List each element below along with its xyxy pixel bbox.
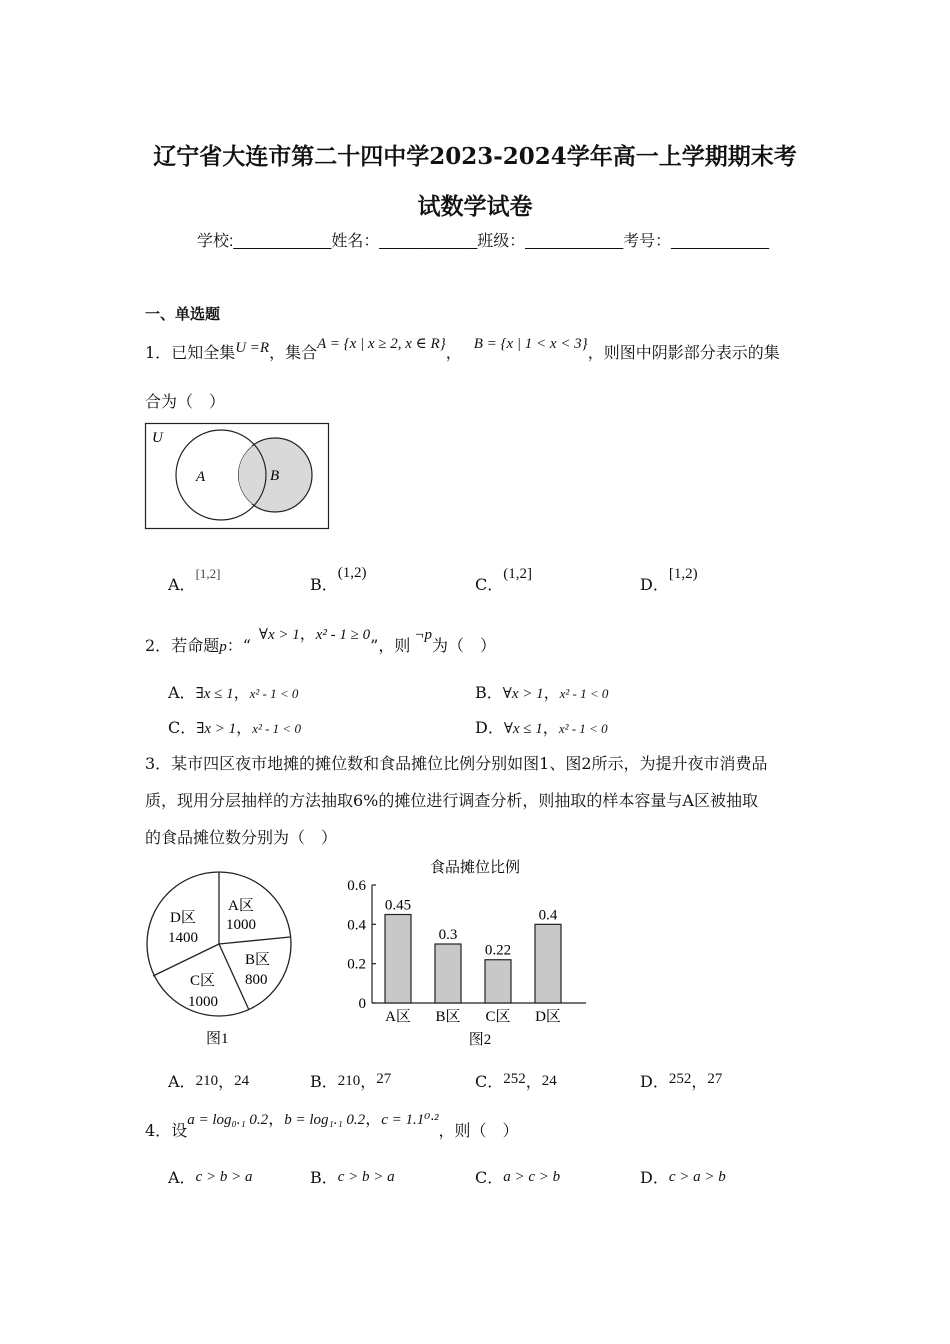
q2-option-d[interactable]	[475, 715, 608, 738]
bar-value-label: 0.45	[384, 897, 412, 914]
option-value-b: 24	[234, 1073, 250, 1089]
q4-b-def: b = log₁.₁ 0.2	[284, 1112, 366, 1128]
q4-c-def: c = 1.1⁰·²	[381, 1112, 439, 1128]
bar	[385, 915, 411, 1004]
option-label: D．	[475, 718, 504, 737]
q4-sep-2: ，	[365, 1109, 382, 1128]
q4-option-b[interactable]	[310, 1165, 395, 1188]
q1-text-2: ，集合	[269, 343, 318, 362]
option-label: B．	[310, 1072, 338, 1091]
option-label: A．	[168, 683, 196, 702]
bar-value-label: 0.4	[538, 907, 558, 924]
bar-value-label: 0.22	[484, 942, 512, 959]
y-tick-label: 0.2	[347, 956, 366, 973]
y-tick-label: 0	[358, 996, 366, 1012]
option-sep: ，	[360, 1072, 377, 1091]
q4-option-a[interactable]	[168, 1165, 252, 1188]
q4-a-def: a = log₀.₁ 0.2	[187, 1112, 269, 1128]
q2-option-a[interactable]	[168, 680, 298, 703]
q4-text-1: 设	[171, 1121, 188, 1140]
q1-set-a: A = {x | x ≥ 2, x ∈ R}	[317, 336, 446, 352]
option-sep: ，	[542, 718, 559, 737]
q2-number: 2．	[145, 636, 172, 655]
q1-set-b: B = {x | 1 < x < 3}	[473, 336, 588, 352]
q2-condition-1: ∀x > 1	[258, 627, 300, 643]
q2-text-2: ：“	[226, 636, 251, 655]
option-label: A．	[168, 575, 196, 594]
pie-label-d-value: 1400	[168, 930, 198, 946]
x-category-label: C区	[485, 1009, 511, 1025]
q2-option-c[interactable]	[168, 715, 301, 738]
q2-text-4: 为（ ）	[431, 636, 496, 655]
option-label: C．	[475, 575, 504, 594]
page-title-line2: 试数学试卷	[417, 193, 533, 220]
option-value-b: x² - 1 < 0	[249, 686, 299, 701]
q1-option-d[interactable]	[640, 566, 698, 595]
option-sep: ，	[233, 683, 250, 702]
student-info-line: 学校:___________姓名：___________班级：___________考号：___________	[197, 233, 769, 250]
pie-label-c-name: C区	[190, 973, 216, 989]
option-label: C．	[475, 1072, 504, 1091]
q2-option-b[interactable]	[475, 680, 608, 703]
q2-not-p: ¬p	[414, 627, 432, 643]
q3-option-d[interactable]	[640, 1069, 722, 1092]
bar	[435, 944, 461, 1003]
q3-option-a[interactable]	[168, 1069, 249, 1092]
option-value-a: ∀x > 1	[502, 686, 544, 702]
pie-label-c-value: 1000	[188, 994, 218, 1010]
option-value-b: 27	[707, 1071, 723, 1087]
q1-text-1: 已知全集	[171, 343, 236, 362]
q2-sep: ，	[299, 624, 316, 643]
option-value: a > c > b	[503, 1169, 561, 1185]
q1-option-a[interactable]	[168, 566, 221, 595]
q4-option-d[interactable]	[640, 1165, 726, 1188]
pie-label-b-name: B区	[245, 952, 271, 968]
q1-text-4: ，则图中阴影部分表示的集	[587, 343, 780, 362]
option-value-a: 252	[668, 1071, 692, 1087]
pie-label-a-name: A区	[228, 898, 254, 914]
option-value: c > a > b	[668, 1169, 726, 1185]
q4-stem	[145, 1109, 519, 1141]
y-tick-label: 0.4	[347, 917, 366, 934]
option-sep: ，	[543, 683, 560, 702]
venn-label-a: A	[196, 469, 206, 485]
option-value-b: x² - 1 < 0	[558, 721, 608, 736]
option-value-a: 210	[195, 1073, 219, 1089]
section-heading: 一、单选题	[145, 305, 221, 323]
page-title-line1: 辽宁省大连市第二十四中学2023-2024学年高一上学期期末考	[153, 143, 797, 170]
pie-caption: 图1	[206, 1031, 229, 1047]
option-label: D．	[640, 1072, 669, 1091]
option-value-a: 252	[503, 1071, 526, 1087]
option-value: [1,2]	[195, 566, 221, 581]
option-value-b: 24	[541, 1073, 557, 1089]
chart-title: 食品摊位比例	[429, 860, 521, 876]
q3-stem-line1: 3．某市四区夜市地摊的摊位数和食品摊位比例分别如图1、图2所示，为提升夜市消费品	[145, 754, 768, 773]
bar-value-label: 0.3	[438, 927, 458, 943]
bar-caption: 图2	[468, 1032, 492, 1048]
q4-text-2: ，则（ ）	[438, 1121, 519, 1140]
option-sep: ，	[691, 1072, 708, 1091]
option-value-b: 27	[376, 1071, 392, 1087]
q4-sep-1: ，	[268, 1109, 285, 1128]
option-label: B．	[475, 683, 503, 702]
q2-p: p	[219, 639, 227, 655]
q3-option-c[interactable]	[475, 1069, 557, 1092]
option-value: [1,2)	[668, 566, 698, 582]
option-label: A．	[168, 1072, 196, 1091]
pie-chart-figure1	[142, 870, 298, 1052]
option-value-a: ∃x > 1	[196, 721, 237, 737]
venn-label-u: U	[152, 430, 163, 446]
pie-label-a-value: 1000	[226, 917, 256, 933]
q1-option-c[interactable]	[475, 566, 532, 595]
option-sep: ，	[236, 718, 253, 737]
option-value: c > b > a	[337, 1169, 395, 1185]
option-label: B．	[310, 1168, 338, 1187]
option-value: (1,2]	[503, 566, 532, 582]
option-label: B．	[310, 575, 338, 594]
option-value-a: 210	[337, 1073, 361, 1089]
option-label: A．	[168, 1168, 196, 1187]
q2-text-3: ”，则	[370, 636, 411, 655]
x-category-label: D区	[535, 1009, 561, 1025]
option-value-a: ∀x ≤ 1	[503, 721, 543, 737]
option-label: C．	[475, 1168, 504, 1187]
option-value: c > b > a	[195, 1169, 253, 1185]
q1-universal-set: U =R	[235, 340, 270, 356]
bar-chart-figure2	[330, 852, 600, 1052]
option-label: C．	[168, 718, 197, 737]
option-value-b: x² - 1 < 0	[559, 686, 609, 701]
q4-number: 4．	[145, 1121, 172, 1140]
option-sep: ，	[525, 1072, 542, 1091]
option-sep: ，	[218, 1072, 235, 1091]
q1-number: 1．	[145, 343, 172, 362]
q2-condition-2: x² - 1 ≥ 0	[315, 627, 371, 643]
option-label: D．	[640, 1168, 669, 1187]
pie-label-b-value: 800	[245, 972, 268, 988]
q3-stem-line3: 的食品摊位数分别为（ ）	[145, 828, 338, 847]
q1-text-3: ，	[445, 343, 462, 362]
q3-stem-line2: 质，现用分层抽样的方法抽取6%的摊位进行调查分析，则抽取的样本容量与A区被抽取	[145, 791, 758, 810]
venn-label-b: B	[270, 468, 280, 484]
q3-option-b[interactable]	[310, 1069, 391, 1092]
option-value-a: ∃x ≤ 1	[195, 686, 234, 702]
option-label: D．	[640, 575, 669, 594]
x-category-label: A区	[385, 1009, 411, 1025]
q4-option-c[interactable]	[475, 1165, 560, 1188]
q1-stem-line1	[145, 336, 780, 363]
x-category-label: B区	[435, 1009, 461, 1025]
q2-stem	[145, 624, 496, 656]
q1-stem-line2: 合为（ ）	[145, 392, 226, 411]
q1-option-b[interactable]	[310, 565, 367, 595]
bar	[485, 960, 511, 1003]
pie-label-d-name: D区	[170, 910, 196, 926]
y-tick-label: 0.6	[347, 878, 366, 894]
q2-text-1: 若命题	[171, 636, 220, 655]
venn-diagram	[144, 422, 332, 532]
bar	[535, 924, 561, 1003]
option-value-b: x² - 1 < 0	[252, 721, 301, 736]
option-value: (1,2)	[337, 565, 367, 581]
